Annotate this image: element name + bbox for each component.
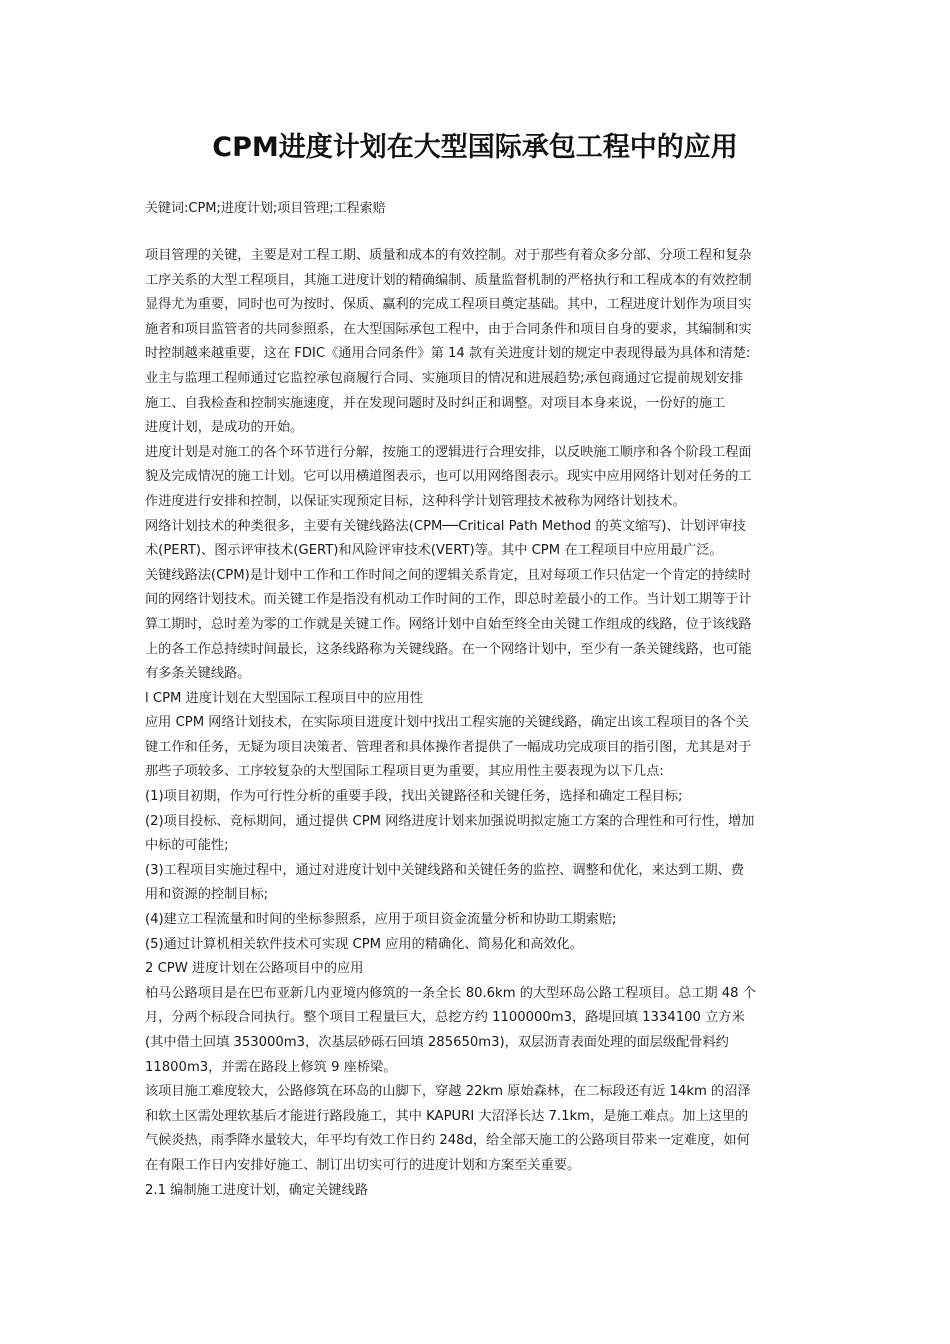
body-line: l CPM 进度计划在大型国际工程项目中的应用性 bbox=[145, 690, 423, 706]
body-line: 在有限工作日内安排好施工、制订出切实可行的进度计划和方案至关重要。 bbox=[145, 1157, 581, 1173]
body-line: 算工期时，总时差为零的工作就是关键工作。网络计划中自始至终全由关键工作组成的线路，位于该线路 bbox=[145, 616, 752, 632]
keywords-line: 关键词:CPM;进度计划;项目管理;工程索赔 bbox=[145, 201, 386, 216]
body-line: 施工、自我检查和控制实施速度，并在发现问题时及时纠正和调整。对项目本身来说，一份好的施工 bbox=[145, 395, 726, 411]
body-line: 该项目施工难度较大，公路修筑在环岛的山脚下，穿越 22km 原始森林，在二标段还有近 14km 的沼泽 bbox=[145, 1084, 751, 1100]
body-line: 术(PERT)、图示评审技术(GERT)和风险评审技术(VERT)等。其中 CPM 在工程项目中应用最广泛。 bbox=[145, 543, 723, 559]
body-line: 网络计划技术的种类很多，主要有关键线路法(CPM──Critical Path Method 的英文缩写)、计划评审技 bbox=[145, 518, 746, 534]
body-line: 时控制越来越重要，这在 FDIC《通用合同条件》第 14 款有关进度计划的规定中表现得最为具体和清楚: bbox=[145, 346, 751, 362]
body-line: 关键线路法(CPM)是计划中工作和工作时间之间的逻辑关系肯定，且对每项工作只估定一个肯定的持续时 bbox=[145, 567, 751, 583]
body-line: 作进度进行安排和控制，以保证实现预定目标，这种科学计划管理技术被称为网络计划技术。 bbox=[145, 493, 686, 509]
document-title: CPM进度计划在大型国际承包工程中的应用 bbox=[212, 132, 738, 163]
document-body bbox=[145, 244, 810, 1203]
body-line: (1)项目初期，作为可行性分析的重要手段，找出关键路径和关键任务，选择和确定工程目标; bbox=[145, 789, 683, 805]
body-line: 和软土区需处理软基后才能进行路段施工，其中 KAPURI 大沼泽长达 7.1km，是施工难点。加上这里的 bbox=[145, 1108, 749, 1124]
body-line: 有多条关键线路。 bbox=[145, 666, 251, 682]
body-line: 2.1 编制施工进度计划，确定关键线路 bbox=[145, 1182, 368, 1198]
body-line: 间的网络计划技术。而关键工作是指没有机动工作时间的工作，即总时差最小的工作。当计划工期等于计 bbox=[145, 592, 752, 608]
body-line: 柏马公路项目是在巴布亚新几内亚境内修筑的一条全长 80.6km 的大型环岛公路工程项目。总工期 48 个 bbox=[145, 985, 756, 1001]
body-line: (5)通过计算机相关软件技术可实现 CPM 应用的精确化、简易化和高效化。 bbox=[145, 936, 584, 952]
body-line: (其中借土回填 353000m3，次基层砂砾石回填 285650m3)，双层沥青表面处理的面层级配骨料约 bbox=[145, 1035, 729, 1050]
body-line: 11800m3，并需在路段上修筑 9 座桥梁。 bbox=[145, 1059, 397, 1075]
body-line: 项目管理的关键，主要是对工程工期、质量和成本的有效控制。对于那些有着众多分部、分项工程和复杂 bbox=[145, 248, 752, 263]
body-line: 中标的可能性; bbox=[145, 838, 229, 854]
body-line: 2 CPW 进度计划在公路项目中的应用 bbox=[145, 961, 364, 977]
body-line: 貌及完成情况的施工计划。它可以用横道图表示，也可以用网络图表示。现实中应用网络计划对任务的工 bbox=[145, 469, 752, 485]
body-line: 键工作和任务，无疑为项目决策者、管理者和具体操作者提供了一幅成功完成项目的指引图，尤其是对于 bbox=[145, 739, 752, 755]
body-line: 进度计划，是成功的开始。 bbox=[145, 420, 304, 436]
body-line: (4)建立工程流量和时间的坐标参照系，应用于项目资金流量分析和协助工期索赔; bbox=[145, 912, 617, 928]
body-line: 那些子项较多、工序较复杂的大型国际工程项目更为重要，其应用性主要表现为以下几点: bbox=[145, 764, 664, 780]
body-line: 施者和项目监管者的共同参照系，在大型国际承包工程中，由于合同条件和项目自身的要求，其编制和实 bbox=[145, 321, 752, 337]
body-line: (3)工程项目实施过程中，通过对进度计划中关键线路和关键任务的监控、调整和优化，来达到工期、费 bbox=[145, 862, 744, 878]
body-line: 进度计划是对施工的各个环节进行分解，按施工的逻辑进行合理安排，以反映施工顺序和各个阶段工程面 bbox=[145, 444, 752, 460]
body-line: 应用 CPM 网络计划技术，在实际项目进度计划中找出工程实施的关键线路，确定出该工程项目的各个关 bbox=[145, 715, 749, 731]
body-line: 显得尤为重要，同时也可为按时、保质、赢利的完成工程项目奠定基础。其中，工程进度计划作为项目实 bbox=[145, 297, 752, 313]
body-line: 业主与监理工程师通过它监控承包商履行合同、实施项目的情况和进展趋势;承包商通过它提前规划安排 bbox=[145, 370, 743, 386]
body-line: 工序关系的大型工程项目，其施工进度计划的精确编制、质量监督机制的严格执行和工程成本的有效控制 bbox=[145, 272, 752, 288]
body-line: 用和资源的控制目标; bbox=[145, 887, 269, 903]
body-line: (2)项目投标、竞标期间，通过提供 CPM 网络进度计划来加强说明拟定施工方案的合理性和可行性，增加 bbox=[145, 813, 755, 829]
body-line: 气候炎热，雨季降水量较大，年平均有效工作日约 248d，给全部天施工的公路项目带来一定难度，如何 bbox=[145, 1133, 750, 1149]
body-line: 月，分两个标段合同执行。整个项目工程量巨大，总挖方约 1100000m3，路堤回填 1334100 立方米 bbox=[145, 1010, 745, 1026]
body-line: 上的各工作总持续时间最长，这条线路称为关键线路。在一个网络计划中，至少有一条关键线路，也可能 bbox=[145, 641, 752, 657]
